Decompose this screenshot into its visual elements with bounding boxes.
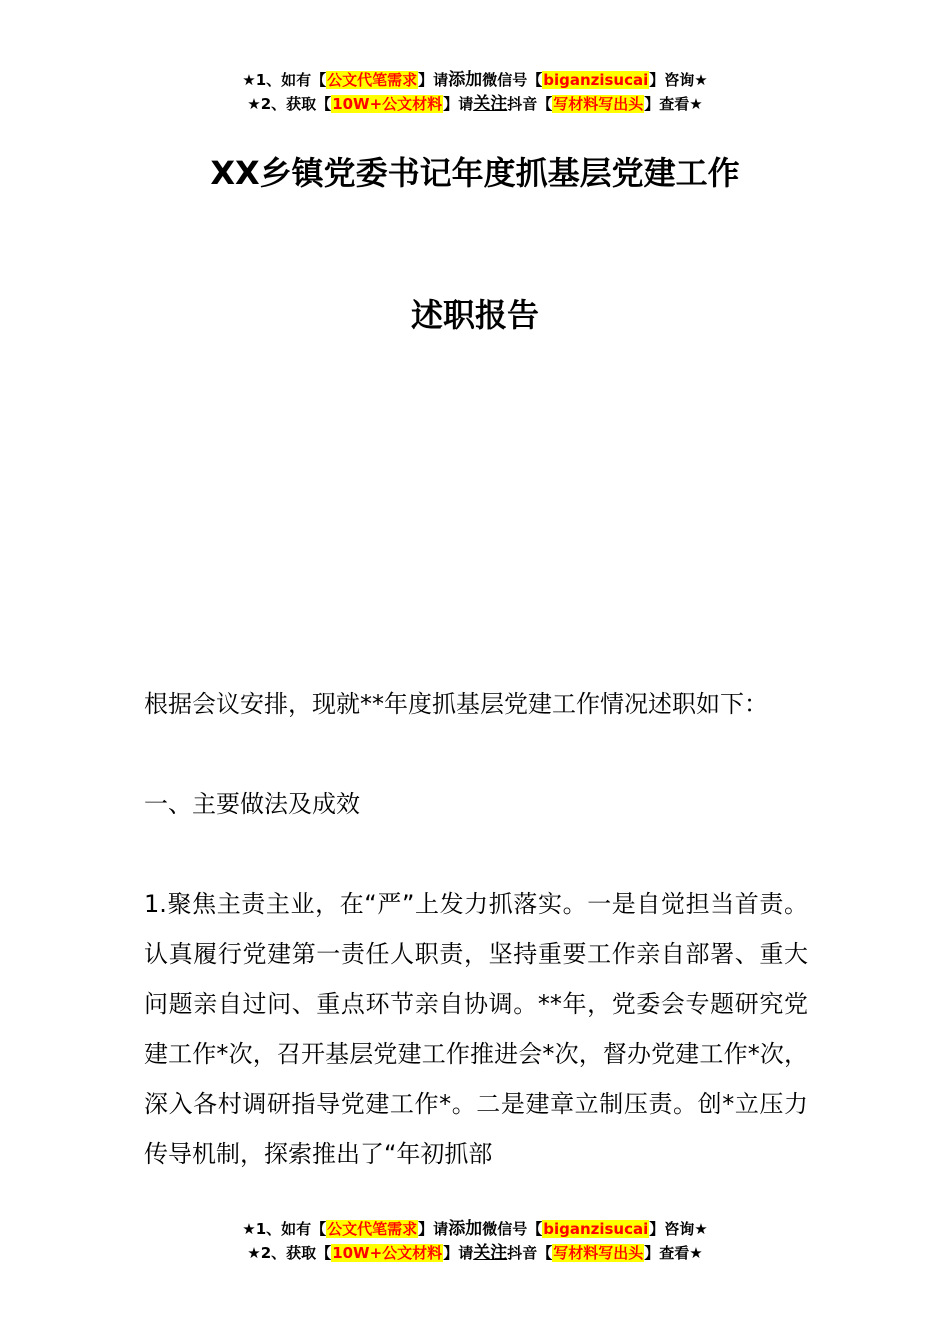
document-subtitle: 述职报告 (410, 296, 539, 334)
banner-emphasis: 关注 (473, 94, 508, 114)
banner-highlight: 10W+公文材料 (332, 95, 443, 113)
banner-text: 】请 (443, 95, 474, 113)
banner-text: 】查看★ (644, 95, 703, 113)
banner-text: 微信号【 (482, 1220, 543, 1238)
banner-line-2 (0, 1241, 950, 1265)
banner-highlight: 写材料写出头 (553, 1244, 644, 1262)
banner-line-1 (0, 68, 950, 92)
banner-text: ★1、如有【 (242, 71, 327, 89)
banner-text: 】请 (418, 1220, 449, 1238)
banner-text: 微信号【 (482, 71, 543, 89)
banner-text: 】咨询★ (649, 1220, 708, 1238)
banner-highlight: biganzisucai (543, 1220, 649, 1238)
document-title: XX乡镇党委书记年度抓基层党建工作 (210, 154, 740, 192)
footer-banner (0, 1217, 950, 1265)
banner-emphasis: 添加 (448, 1219, 483, 1239)
banner-highlight: 10W+公文材料 (332, 1244, 443, 1262)
intro-paragraph: 根据会议安排，现就**年度抓基层党建工作情况述职如下： (144, 690, 768, 718)
banner-emphasis: 添加 (448, 70, 483, 90)
banner-text: 抖音【 (507, 1244, 553, 1262)
banner-text: ★2、获取【 (247, 95, 332, 113)
banner-text: ★1、如有【 (242, 1220, 327, 1238)
section-heading: 一、主要做法及成效 (144, 790, 360, 818)
banner-line-2 (0, 92, 950, 116)
banner-text: 】请 (418, 71, 449, 89)
banner-text: 】查看★ (644, 1244, 703, 1262)
banner-text: 】请 (443, 1244, 474, 1262)
banner-text: ★2、获取【 (247, 1244, 332, 1262)
banner-highlight: biganzisucai (543, 71, 649, 89)
banner-text: 】咨询★ (649, 71, 708, 89)
banner-highlight: 公文代笔需求 (327, 71, 418, 89)
banner-emphasis: 关注 (473, 1243, 508, 1263)
body-paragraph: 1.聚焦主责主业，在“严”上发力抓落实。一是自觉担当首责。认真履行党建第一责任人职责，坚持重要工作亲自部署、重大问题亲自过问、重点环节亲自协调。**年，党委会专题研究党建工作*次，召开基层党建工作推进会*次，督办党建工作*次，深入各村调研指导党建工作*。二是建章立制压责。创*立压力传导机制，探索推出了“年初抓部 (144, 890, 808, 1168)
banner-highlight: 写材料写出头 (553, 95, 644, 113)
banner-text: 抖音【 (507, 95, 553, 113)
header-banner (0, 68, 950, 116)
banner-highlight: 公文代笔需求 (327, 1220, 418, 1238)
banner-line-1 (0, 1217, 950, 1241)
